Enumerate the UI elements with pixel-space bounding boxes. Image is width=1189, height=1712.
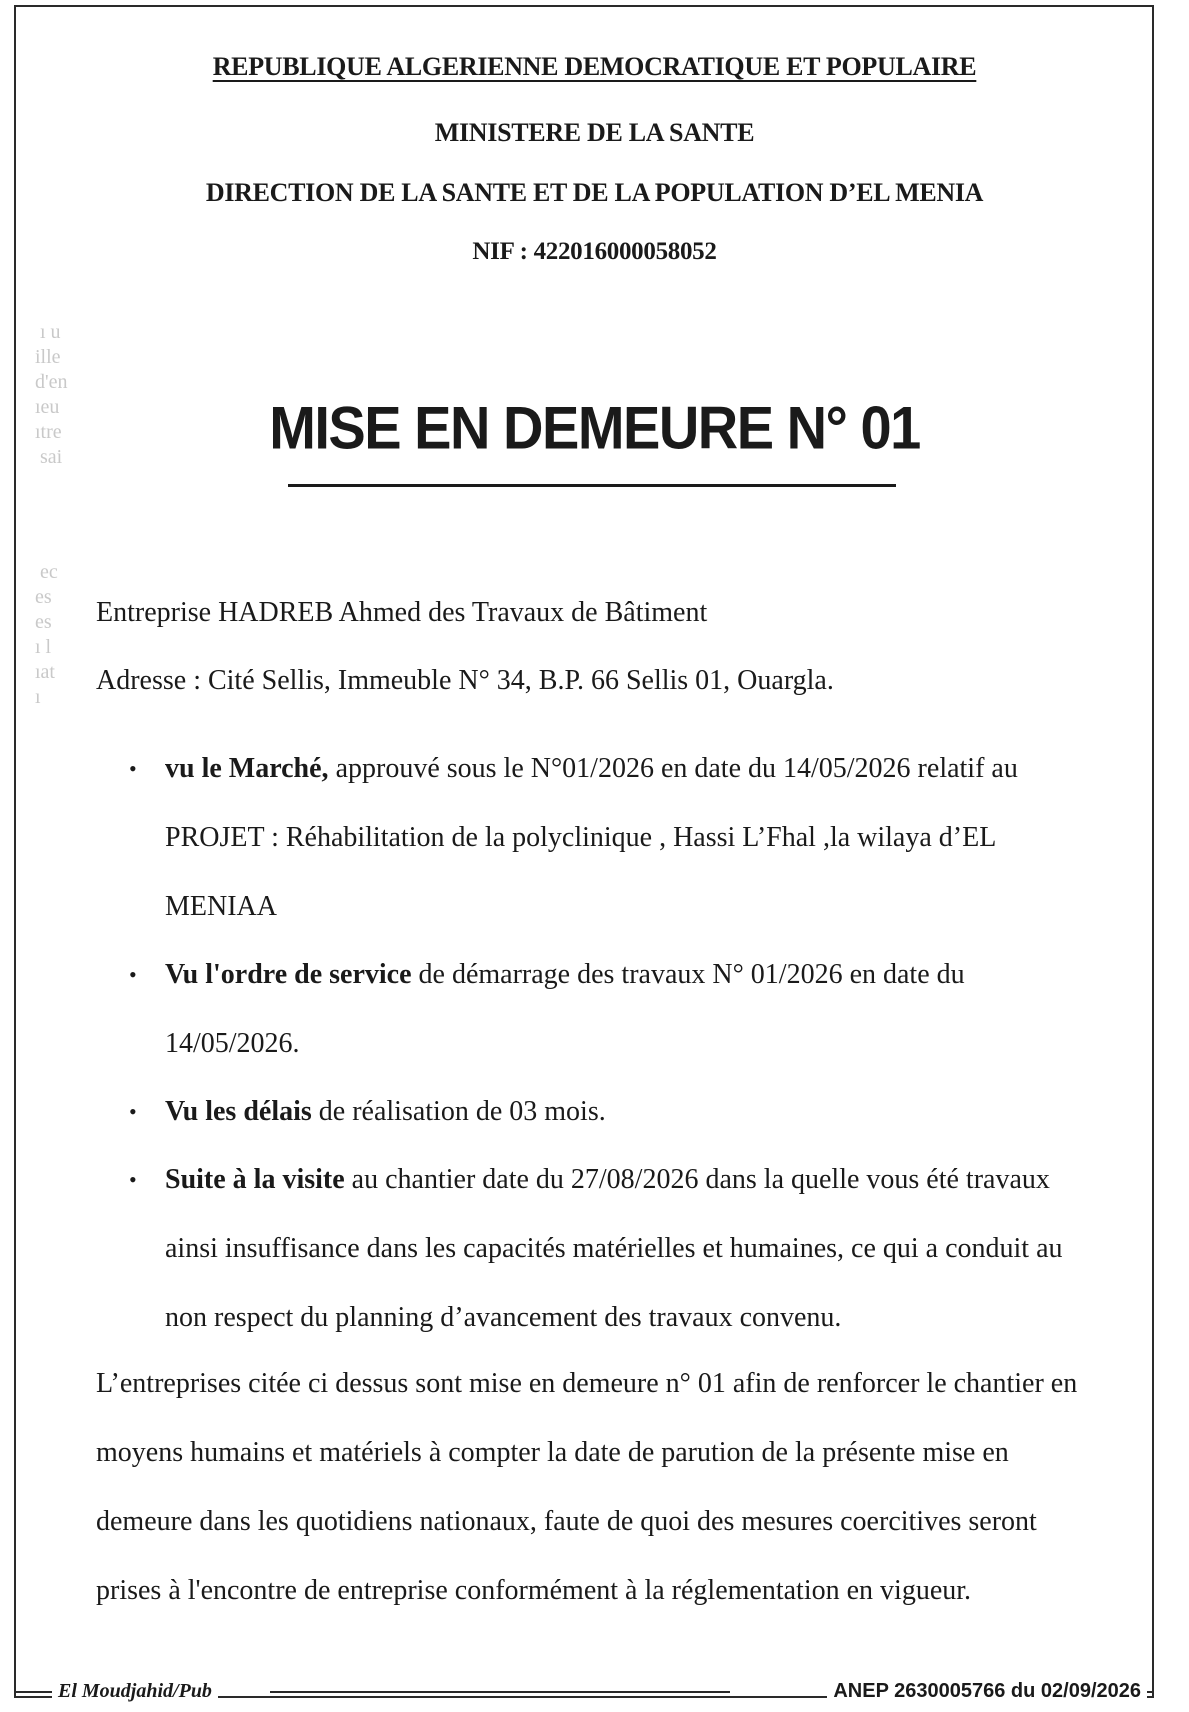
footer-rule — [270, 1691, 730, 1693]
show-through-text: ı u ille d'en ıeu ıtre sai — [35, 321, 68, 468]
anep-reference: ANEP 2630005766 du 02/09/2026 — [827, 1680, 1147, 1703]
bullet-text: approuvé sous le N°01/2026 en date du 14/05/2026 relatif au PROJET : Réhabilitation de la polyclinique , Hassi L’Fhal ,la wilaya d’EL MENIAA — [165, 753, 1018, 922]
republic-heading: REPUBLIQUE ALGERIENNE DEMOCRATIQUE ET POPULAIRE — [212, 52, 977, 81]
bullet-lead: vu le Marché, — [165, 753, 329, 784]
bullet-text: de démarrage des travaux N° 01/2026 en date du 14/05/2026. — [165, 959, 965, 1059]
bullet-item-visite — [129, 1145, 1095, 1352]
bullet-text: de réalisation de 03 mois. — [311, 1096, 606, 1127]
publication-name: El Moudjahid/Pub — [52, 1680, 218, 1703]
bullet-text: au chantier date du 27/08/2026 dans la quelle vous été travaux ainsi insuffisance dans les capacités matérielles et humaines, ce qui a conduit au non respect du planning d’avancement des travaux convenu. — [165, 1164, 1063, 1333]
bullet-dot-icon: • — [129, 962, 137, 987]
bullet-item-marche — [129, 734, 1095, 941]
document-title: MISE EN DEMEURE N° 01 — [269, 393, 920, 462]
bullet-dot-icon: • — [129, 1099, 137, 1124]
direction-heading: DIRECTION DE LA SANTE ET DE LA POPULATION D’EL MENIA — [205, 178, 984, 207]
bullet-item-ordre-service — [129, 940, 1095, 1078]
footer-rule — [14, 1691, 54, 1693]
bullet-dot-icon: • — [129, 756, 137, 781]
title-underline — [288, 484, 896, 487]
ministry-heading: MINISTERE DE LA SANTE — [434, 118, 755, 147]
bullet-lead: Suite à la visite — [165, 1164, 345, 1195]
recipient-address: Adresse : Cité Sellis, Immeuble N° 34, B.P. 66 Sellis 01, Ouargla. — [96, 665, 834, 696]
bullet-lead: Vu l'ordre de service — [165, 959, 412, 990]
recipient-company: Entreprise HADREB Ahmed des Travaux de Bâtiment — [96, 597, 708, 628]
bullet-item-delais — [129, 1077, 1095, 1146]
show-through-text: ec es es ı l ıat ı — [35, 561, 58, 708]
bullet-lead: Vu les délais — [165, 1096, 312, 1127]
bullet-dot-icon: • — [129, 1167, 137, 1192]
nif-number: NIF : 422016000058052 — [472, 238, 717, 265]
conclusion-paragraph: L’entreprises citée ci dessus sont mise en demeure n° 01 afin de renforcer le chantier en moyens humains et matériels à compter la date de parution de la présente mise en demeure dans les quotidiens nationaux, faute de quoi des mesures coercitives seront prises à l'encontre de entreprise conformément à la réglementation en vigueur. — [96, 1368, 1078, 1606]
